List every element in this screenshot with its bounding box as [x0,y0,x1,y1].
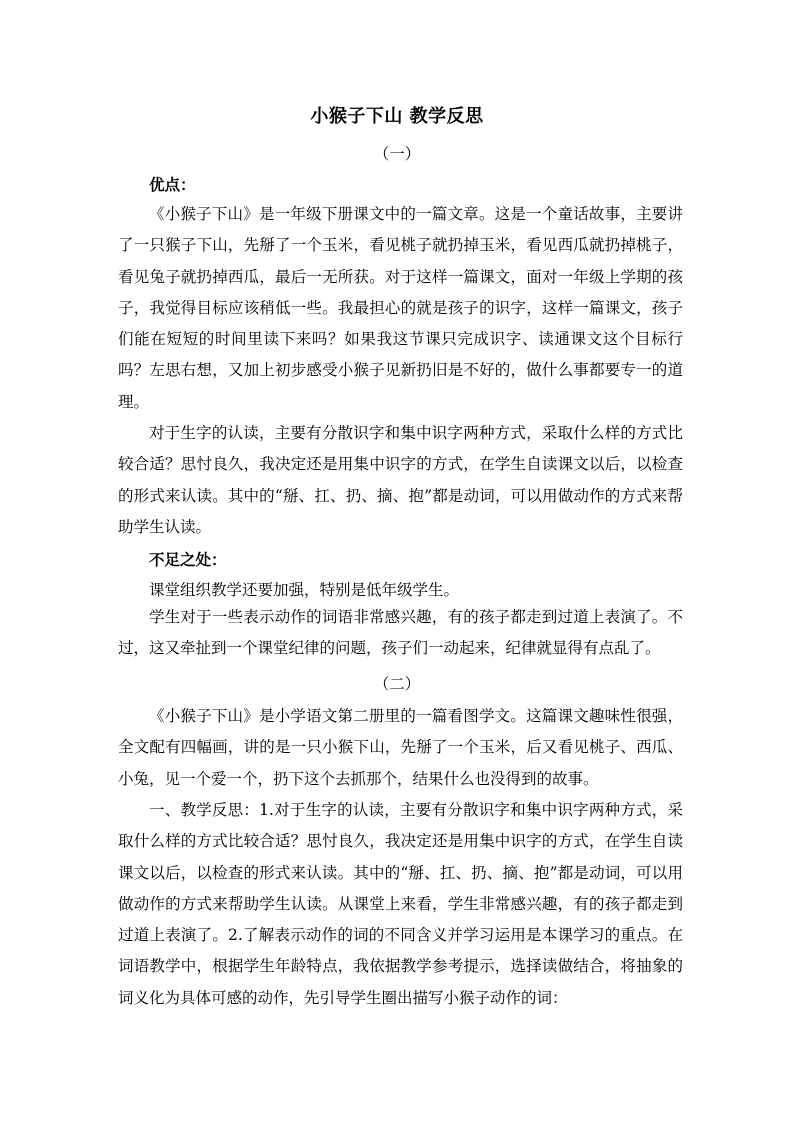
shortcomings-heading: 不足之处： [149,550,227,569]
paragraph-advantages-1: 《小猴子下山》是一年级下册课文中的一篇文章。这是一个童话故事，主要讲了一只猴子下山，先掰了一个玉米，看见桃子就扔掉玉米，看见西瓜就扔掉桃子，看见兔子就扔掉西瓜，最后一无所获。对于这样一篇课文，面对一年级上学期的孩子，我觉得目标应该稍低一些。我最担心的就是孩子的识字，这样一篇课文，孩子们能在短短的时间里读下来吗？如果我这节课只完成识字、读通课文这个目标行吗？左思右想，又加上初步感受小猴子见新扔旧是不好的，做什么事都要专一的道理。 [118,205,683,411]
document-title: 小猴子下山 教学反思 [310,106,484,127]
advantages-heading: 优点： [149,175,196,194]
paragraph-section-two-intro: 《小猴子下山》是小学语文第二册里的一篇看图学文。这篇课文趣味性很强，全文配有四幅画，讲的是一只小猴下山，先掰了一个玉米，后又看见桃子、西瓜、小兔，见一个爱一个，扔下这个去抓那个，结果什么也没得到的故事。 [118,707,683,788]
paragraph-shortcomings: 学生对于一些表示动作的词语非常感兴趣，有的孩子都走到过道上表演了。不过，这又牵扯到一个课堂纪律的问题，孩子们一动起来，纪律就显得有点乱了。 [118,608,683,658]
shortcomings-line: 课堂组织教学还要加强，特别是低年级学生。 [149,581,460,599]
section-one-marker: （一） [373,145,421,163]
paragraph-teaching-reflection: 一、教学反思：1.对于生字的认读，主要有分散识字和集中识字两种方式，采取什么样的方式比较合适？思忖良久，我决定还是用集中识字的方式，在学生自读课文以后，以检查的形式来认读。其中的“掰、扛、扔、摘、抱”都是动词，可以用做动作的方式来帮助学生认读。从课堂上来看，学生非常感兴趣，有的孩子都走到过道上表演了。2.了解表示动作的词的不同含义并学习运用是本课学习的重点。在词语教学中，根据学生年龄特点，我依据教学参考提示，选择读做结合，将抽象的词义化为具体可感的动作，先引导学生圈出描写小猴子动作的词： [118,801,683,1007]
paragraph-advantages-2: 对于生字的认读，主要有分散识字和集中识字两种方式，采取什么样的方式比较合适？思忖良久，我决定还是用集中识字的方式，在学生自读课文以后，以检查的形式来认读。其中的“掰、扛、扔、摘、抱”都是动词，可以用做动作的方式来帮助学生认读。 [118,424,683,536]
section-two-marker: （二） [373,675,421,693]
